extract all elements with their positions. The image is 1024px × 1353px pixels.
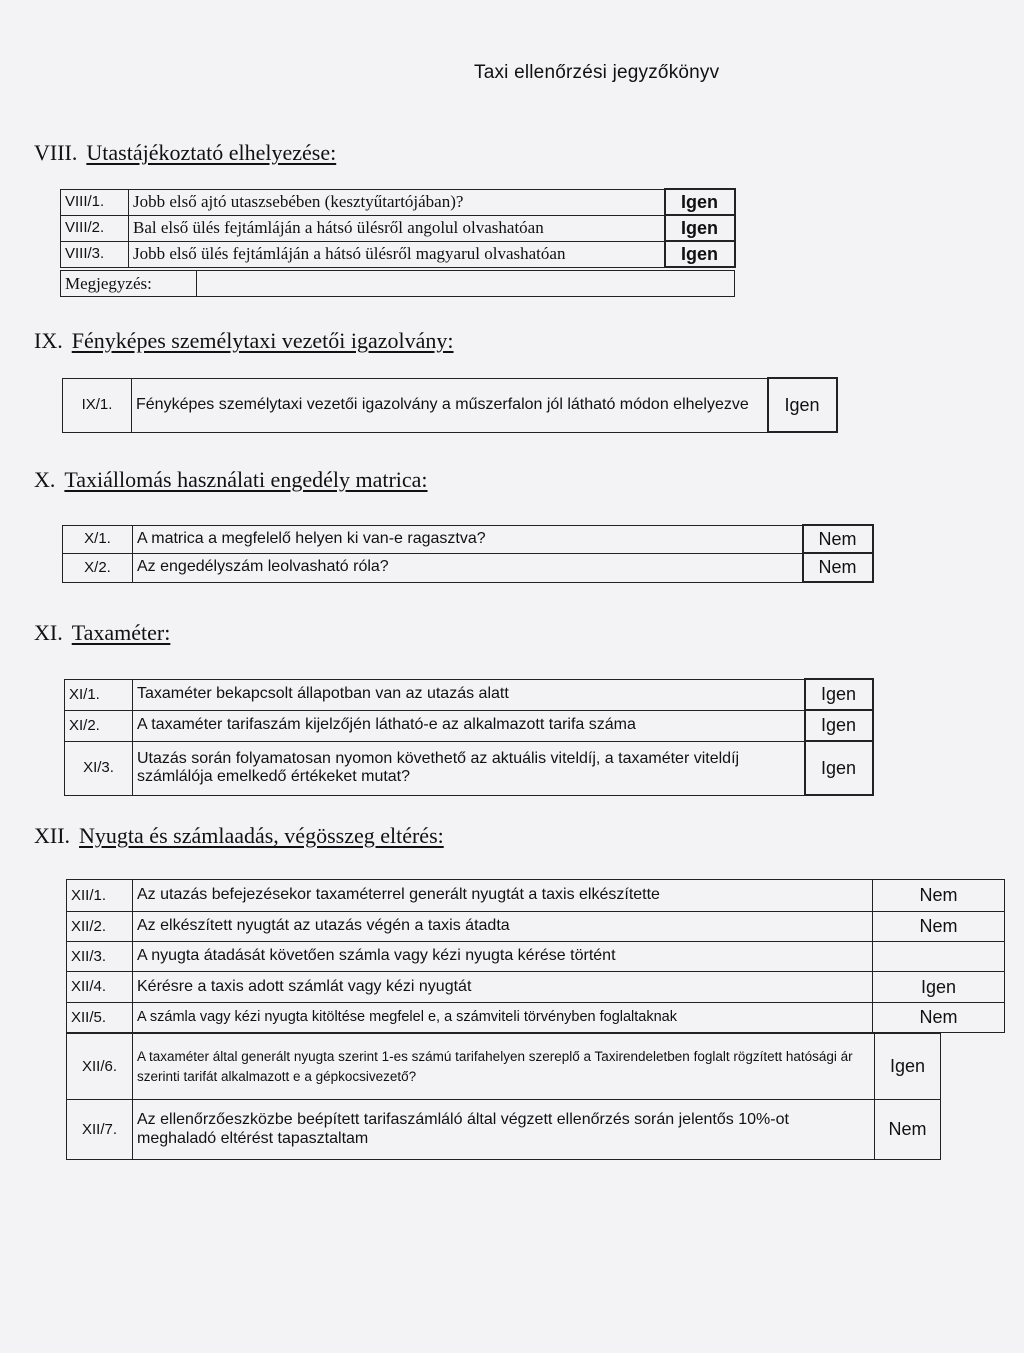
row-answer: Nem [873,912,1005,942]
section-ix-table [62,377,838,433]
row-code: X/1. [63,525,133,553]
table-row [65,741,873,795]
table-row [61,241,735,267]
section-number: XII. [34,823,71,848]
row-answer: Igen [873,972,1005,1003]
row-code: XI/2. [65,710,133,741]
row-answer: Igen [768,378,837,432]
row-question: Kérésre a taxis adott számlát vagy kézi nyugtát [133,972,873,1003]
row-answer: Igen [805,741,873,795]
row-code: IX/1. [63,378,132,432]
table-row [65,710,873,741]
section-heading-xi [34,620,170,646]
row-question: Jobb első ülés fejtámláján a hátsó ülésről magyarul olvashatóan [129,241,665,267]
table-row [65,679,873,710]
table-row [67,972,1005,1003]
section-title: Taxaméter: [71,620,171,645]
section-title: Fényképes személytaxi vezetői igazolvány: [71,328,454,353]
section-number: VIII. [34,140,78,165]
row-answer: Igen [805,679,873,710]
table-row [67,880,1005,912]
section-heading-ix [34,328,454,354]
row-answer: Nem [803,553,873,582]
section-heading-x [34,467,428,493]
row-answer: Igen [875,1034,941,1100]
row-code: XII/3. [67,942,133,972]
section-viii-table [60,188,736,268]
table-row [63,378,837,432]
row-question: Az engedélyszám leolvasható róla? [133,553,803,582]
row-code: VIII/3. [61,241,129,267]
section-number: XI. [34,620,63,645]
note-field [197,271,735,297]
row-answer: Nem [873,880,1005,912]
section-xii-table-lower [66,1033,941,1160]
row-question: A taxaméter tarifaszám kijelzőjén látható-e az alkalmazott tarifa száma [133,710,805,741]
section-x-table [62,524,874,583]
section-title: Nyugta és számlaadás, végösszeg eltérés: [79,823,444,848]
row-question: Az utazás befejezésekor taxaméterrel generált nyugtát a taxis elkészítette [133,880,873,912]
row-question: A számla vagy kézi nyugta kitöltése megfelel e, a számviteli törvényben foglaltaknak [133,1003,873,1033]
section-number: IX. [34,328,63,353]
section-title: Taxiállomás használati engedély matrica: [64,467,428,492]
row-answer: Igen [805,710,873,741]
note-label: Megjegyzés: [61,271,197,297]
section-xii-table [66,879,1005,1033]
section-number: X. [34,467,56,492]
row-question: Az elkészített nyugtát az utazás végén a taxis átadta [133,912,873,942]
row-answer: Igen [665,241,735,267]
row-code: XI/3. [65,741,133,795]
row-answer: Nem [873,1003,1005,1033]
row-code: XII/4. [67,972,133,1003]
row-question: Bal első ülés fejtámláján a hátsó ülésről angolul olvashatóan [129,215,665,241]
row-question: Jobb első ajtó utaszsebében (kesztyűtartójában)? [129,189,665,215]
table-row [61,215,735,241]
table-row [67,1003,1005,1033]
row-question: A matrica a megfelelő helyen ki van-e ragasztva? [133,525,803,553]
row-answer [873,942,1005,972]
row-question: A nyugta átadását követően számla vagy kézi nyugta kérése történt [133,942,873,972]
row-question: Utazás során folyamatosan nyomon követhető az aktuális viteldíj, a taxaméter viteldíj számlálója emelkedő értékeket mutat? [133,741,805,795]
table-row [67,1034,941,1100]
section-heading-viii [34,140,336,166]
row-question: Fényképes személytaxi vezetői igazolvány a műszerfalon jól látható módon elhelyezve [132,378,768,432]
table-row [61,189,735,215]
row-code: XI/1. [65,679,133,710]
table-row [67,912,1005,942]
table-row [63,553,873,582]
row-code: XII/6. [67,1034,133,1100]
note-row [61,271,735,297]
row-code: XII/7. [67,1100,133,1160]
table-row [63,525,873,553]
row-code: XII/1. [67,880,133,912]
table-row [67,942,1005,972]
page-title: Taxi ellenőrzési jegyzőkönyv [474,62,720,83]
row-code: VIII/2. [61,215,129,241]
row-question: Taxaméter bekapcsolt állapotban van az utazás alatt [133,679,805,710]
section-title: Utastájékoztató elhelyezése: [86,140,337,165]
section-heading-xii [34,823,444,849]
section-xi-table [64,678,874,796]
table-row [67,1100,941,1160]
row-code: X/2. [63,553,133,582]
row-question: Az ellenőrzőeszközbe beépített tarifaszámláló által végzett ellenőrzés során jelentős 10%-ot meghaladó eltérést tapasztaltam [133,1100,875,1160]
note-table [60,270,735,297]
row-answer: Igen [665,215,735,241]
row-code: XII/2. [67,912,133,942]
row-answer: Nem [875,1100,941,1160]
row-answer: Nem [803,525,873,553]
row-answer: Igen [665,189,735,215]
row-question: A taxaméter által generált nyugta szerint 1-es számú tarifahelyen szereplő a Taxirendeletben foglalt rögzített hatósági ár szerinti tarifát alkalmazott e a gépkocsivezető? [133,1034,875,1100]
row-code: XII/5. [67,1003,133,1033]
row-code: VIII/1. [61,189,129,215]
